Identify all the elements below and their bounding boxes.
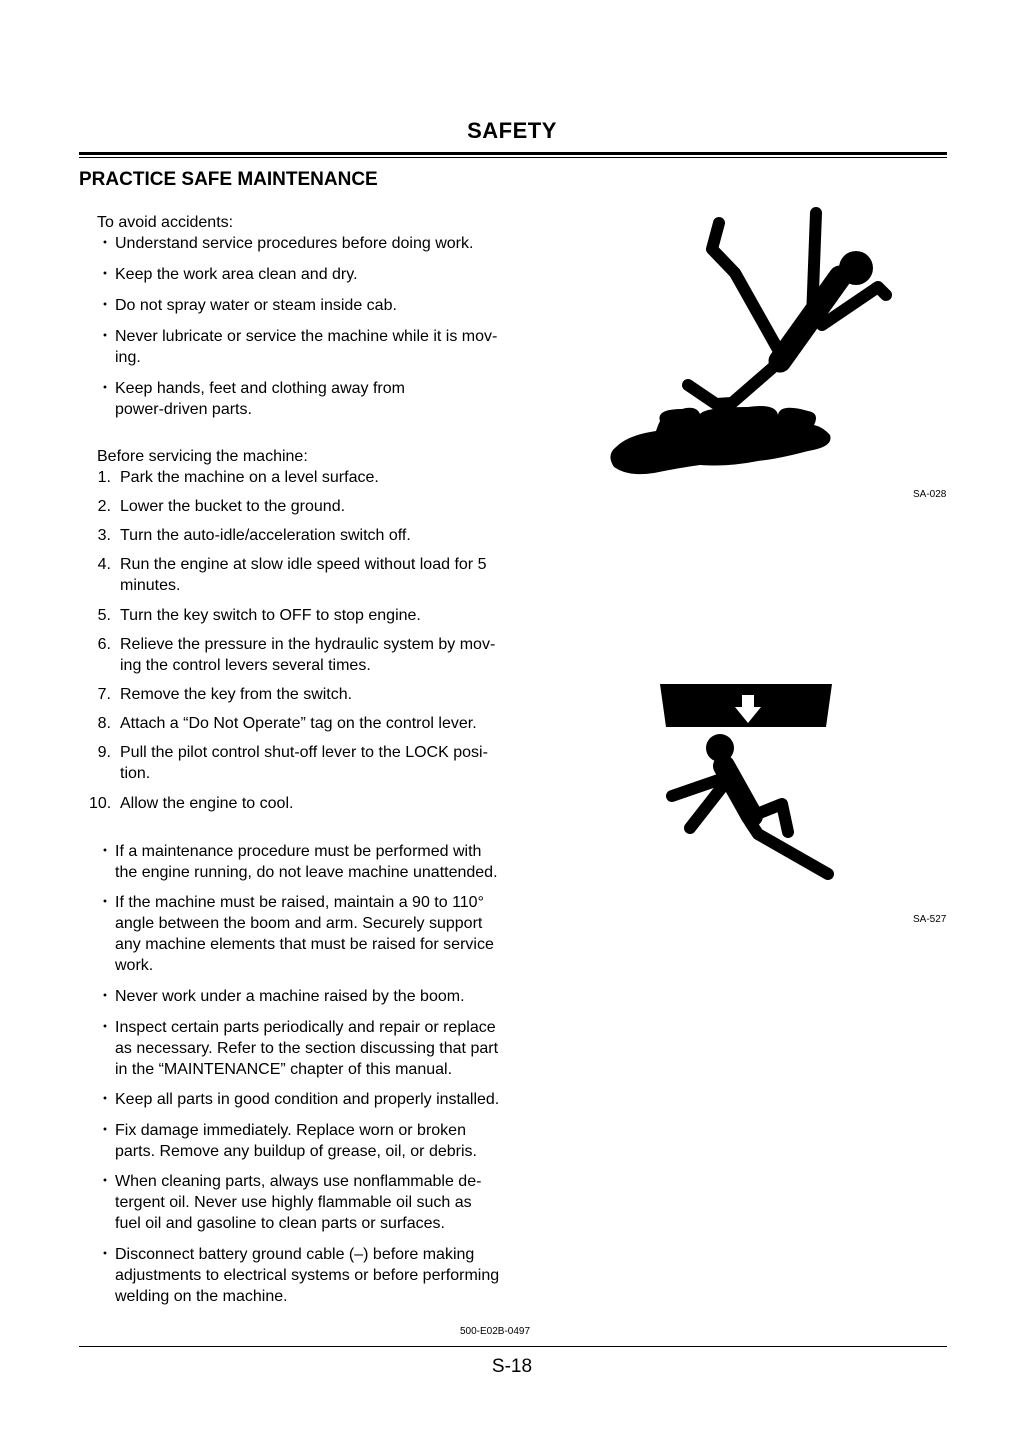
section-heading: PRACTICE SAFE MAINTENANCE: [79, 169, 378, 190]
header-rule-thin: [79, 157, 947, 158]
step-text-line: tion.: [120, 765, 151, 782]
precaution-item-line: work.: [115, 957, 154, 974]
crush-figure-caption: SA-527: [913, 914, 947, 925]
precaution-item-line: in the “MAINTENANCE” chapter of this manual.: [115, 1061, 453, 1078]
step-text-line: Run the engine at slow idle speed without load for 5: [120, 556, 487, 573]
precaution-item-line: Disconnect battery ground cable (–) before making: [115, 1246, 475, 1263]
step-number: 10.: [89, 795, 112, 812]
step-number: 3.: [97, 527, 111, 544]
precaution-item-line: When cleaning parts, always use nonflammable de-: [115, 1173, 482, 1190]
servicing-intro: Before servicing the machine:: [97, 448, 308, 465]
crush-hazard-icon: [660, 684, 835, 884]
precaution-item-line: fuel oil and gasoline to clean parts or surfaces.: [115, 1215, 445, 1232]
bullet-marker: ・: [97, 1246, 114, 1263]
step-text-line: Park the machine on a level surface.: [120, 469, 379, 486]
page-number: S-18: [491, 1356, 533, 1377]
step-number: 9.: [97, 744, 111, 761]
slip-figure-caption: SA-028: [913, 489, 947, 500]
precaution-item-line: angle between the boom and arm. Securely support: [115, 915, 483, 932]
bullet-marker: ・: [97, 266, 114, 283]
precaution-item-line: welding on the machine.: [115, 1288, 288, 1305]
accident-item-line: Understand service procedures before doing work.: [115, 235, 474, 252]
precaution-item-line: parts. Remove any buildup of grease, oil, or debris.: [115, 1143, 477, 1160]
step-text-line: ing the control levers several times.: [120, 657, 371, 674]
step-text-line: Allow the engine to cool.: [120, 795, 294, 812]
step-text-line: Relieve the pressure in the hydraulic system by mov-: [120, 636, 496, 653]
accident-item-line: Do not spray water or steam inside cab.: [115, 297, 397, 314]
precaution-item-line: Keep all parts in good condition and properly installed.: [115, 1091, 500, 1108]
step-text-line: minutes.: [120, 577, 181, 594]
precaution-item-line: tergent oil. Never use highly flammable oil such as: [115, 1194, 472, 1211]
bullet-marker: ・: [97, 328, 114, 345]
step-text-line: Attach a “Do Not Operate” tag on the control lever.: [120, 715, 477, 732]
step-number: 8.: [97, 715, 111, 732]
step-number: 5.: [97, 607, 111, 624]
precaution-item-line: Fix damage immediately. Replace worn or broken: [115, 1122, 466, 1139]
step-text-line: Remove the key from the switch.: [120, 686, 353, 703]
slip-hazard-icon: [608, 203, 893, 481]
accident-item-line: Never lubricate or service the machine while it is mov-: [115, 328, 498, 345]
document-code: 500-E02B-0497: [460, 1326, 531, 1337]
precaution-item-line: adjustments to electrical systems or before performing: [115, 1267, 500, 1284]
precaution-item-line: as necessary. Refer to the section discussing that part: [115, 1040, 499, 1057]
header-rule-thick: [79, 152, 947, 155]
bullet-marker: ・: [97, 1122, 114, 1139]
bullet-marker: ・: [97, 1173, 114, 1190]
bullet-marker: ・: [97, 380, 114, 397]
step-text-line: Turn the key switch to OFF to stop engine.: [120, 607, 421, 624]
step-text-line: Turn the auto-idle/acceleration switch off.: [120, 527, 411, 544]
precaution-item-line: If a maintenance procedure must be performed with: [115, 843, 482, 860]
step-number: 4.: [97, 556, 111, 573]
step-text-line: Lower the bucket to the ground.: [120, 498, 346, 515]
accident-item-line: Keep hands, feet and clothing away from: [115, 380, 405, 397]
bullet-marker: ・: [97, 894, 114, 911]
bullet-marker: ・: [97, 843, 114, 860]
bullet-marker: ・: [97, 1019, 114, 1036]
bullet-marker: ・: [97, 235, 114, 252]
step-number: 1.: [97, 469, 111, 486]
page-title: SAFETY: [467, 118, 557, 143]
step-number: 2.: [97, 498, 111, 515]
accident-item-line: power-driven parts.: [115, 401, 252, 418]
precaution-item-line: Inspect certain parts periodically and repair or replace: [115, 1019, 496, 1036]
bullet-marker: ・: [97, 988, 114, 1005]
accidents-intro: To avoid accidents:: [97, 214, 234, 231]
accident-item-line: ing.: [115, 349, 141, 366]
precaution-item-line: any machine elements that must be raised for service: [115, 936, 494, 953]
step-number: 6.: [97, 636, 111, 653]
precaution-item-line: If the machine must be raised, maintain a 90 to 110°: [115, 894, 484, 911]
precaution-item-line: the engine running, do not leave machine unattended.: [115, 864, 498, 881]
precaution-item-line: Never work under a machine raised by the boom.: [115, 988, 465, 1005]
bullet-marker: ・: [97, 1091, 114, 1108]
step-text-line: Pull the pilot control shut-off lever to the LOCK posi-: [120, 744, 488, 761]
bullet-marker: ・: [97, 297, 114, 314]
step-number: 7.: [97, 686, 111, 703]
accident-item-line: Keep the work area clean and dry.: [115, 266, 358, 283]
footer-rule: [79, 1346, 947, 1347]
